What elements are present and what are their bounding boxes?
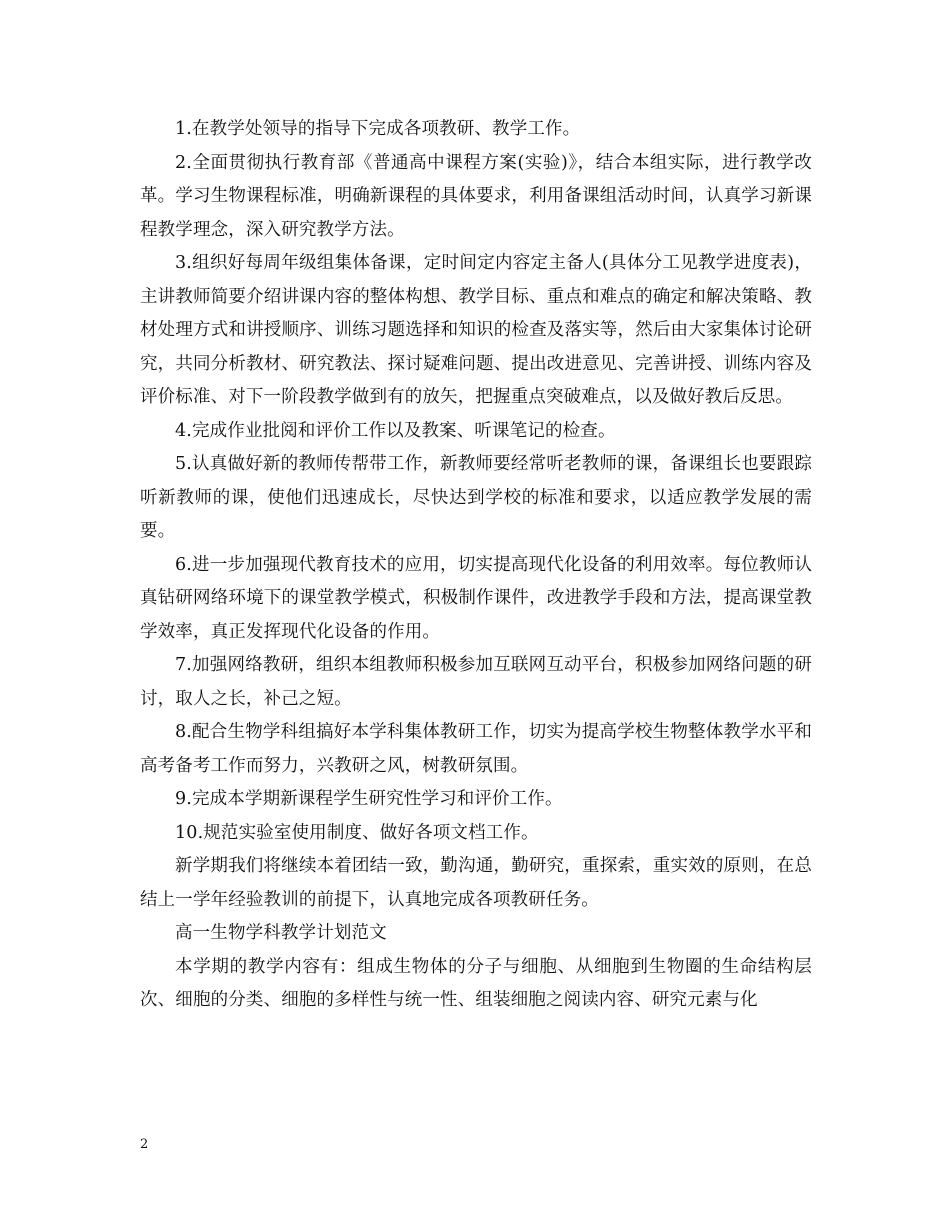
paragraph-1: 1.在教学处领导的指导下完成各项教研、教学工作。 xyxy=(175,119,581,139)
document-body xyxy=(140,113,812,1018)
paragraph-4: 4.完成作业批阅和评价工作以及教案、听课笔记的检查。 xyxy=(175,420,616,441)
paragraph-teaching-content: 本学期的教学内容有：组成生物体的分子与细胞、从细胞到生物圈的生命结构层次、细胞的分类、细胞的多样性与统一性、组装细胞之阅读内容、研究元素与化 xyxy=(140,956,812,1010)
paragraph-6: 6.进一步加强现代教育技术的应用，切实提高现代化设备的利用效率。每位教师认真钻研网络环境下的课堂教学模式，积极制作课件，改进教学手段和方法，提高课堂教学效率，真正发挥现代化设备的作用。 xyxy=(140,554,812,642)
paragraph-5: 5.认真做好新的教师传帮带工作，新教师要经常听老教师的课，备课组长也要跟踪听新教师的课，使他们迅速成长，尽快达到学校的标准和要求，以适应教学发展的需要。 xyxy=(140,454,812,541)
paragraph-8: 8.配合生物学科组搞好本学科集体教研工作，切实为提高学校生物整体教学水平和高考备考工作而努力，兴教研之风，树教研氛围。 xyxy=(140,722,812,776)
paragraph-2: 2.全面贯彻执行教育部《普通高中课程方案(实验)》，结合本组实际，进行教学改革。学习生物课程标准，明确新课程的具体要求，利用备课组活动时间，认真学习新课程教学理念，深入研究教学方法。 xyxy=(140,152,812,240)
paragraph-3: 3.组织好每周年级组集体备课，定时间定内容定主备人(具体分工见教学进度表)，主讲教师简要介绍讲课内容的整体构想、教学目标、重点和难点的确定和解决策略、教材处理方式和讲授顺序、训练习题选择和知识的检查及落实等，然后由大家集体讨论研究，共同分析教材、研究教法、探讨疑难问题、提出改进意见、完善讲授、训练内容及评价标准、对下一阶段教学做到有的放矢，把握重点突破难点，以及做好教后反思。 xyxy=(140,253,812,407)
paragraph-closing: 新学期我们将继续本着团结一致，勤沟通，勤研究，重探索，重实效的原则，在总结上一学年经验教训的前提下，认真地完成各项教研任务。 xyxy=(140,856,812,910)
section-heading: 高一生物学科教学计划范文 xyxy=(175,923,387,943)
paragraph-10: 10.规范实验室使用制度、做好各项文档工作。 xyxy=(175,822,539,843)
page-number: 2 xyxy=(140,1137,149,1152)
paragraph-9: 9.完成本学期新课程学生研究性学习和评价工作。 xyxy=(175,789,563,809)
paragraph-7: 7.加强网络教研，组织本组教师积极参加互联网互动平台，积极参加网络问题的研讨，取人之长，补己之短。 xyxy=(140,655,812,709)
